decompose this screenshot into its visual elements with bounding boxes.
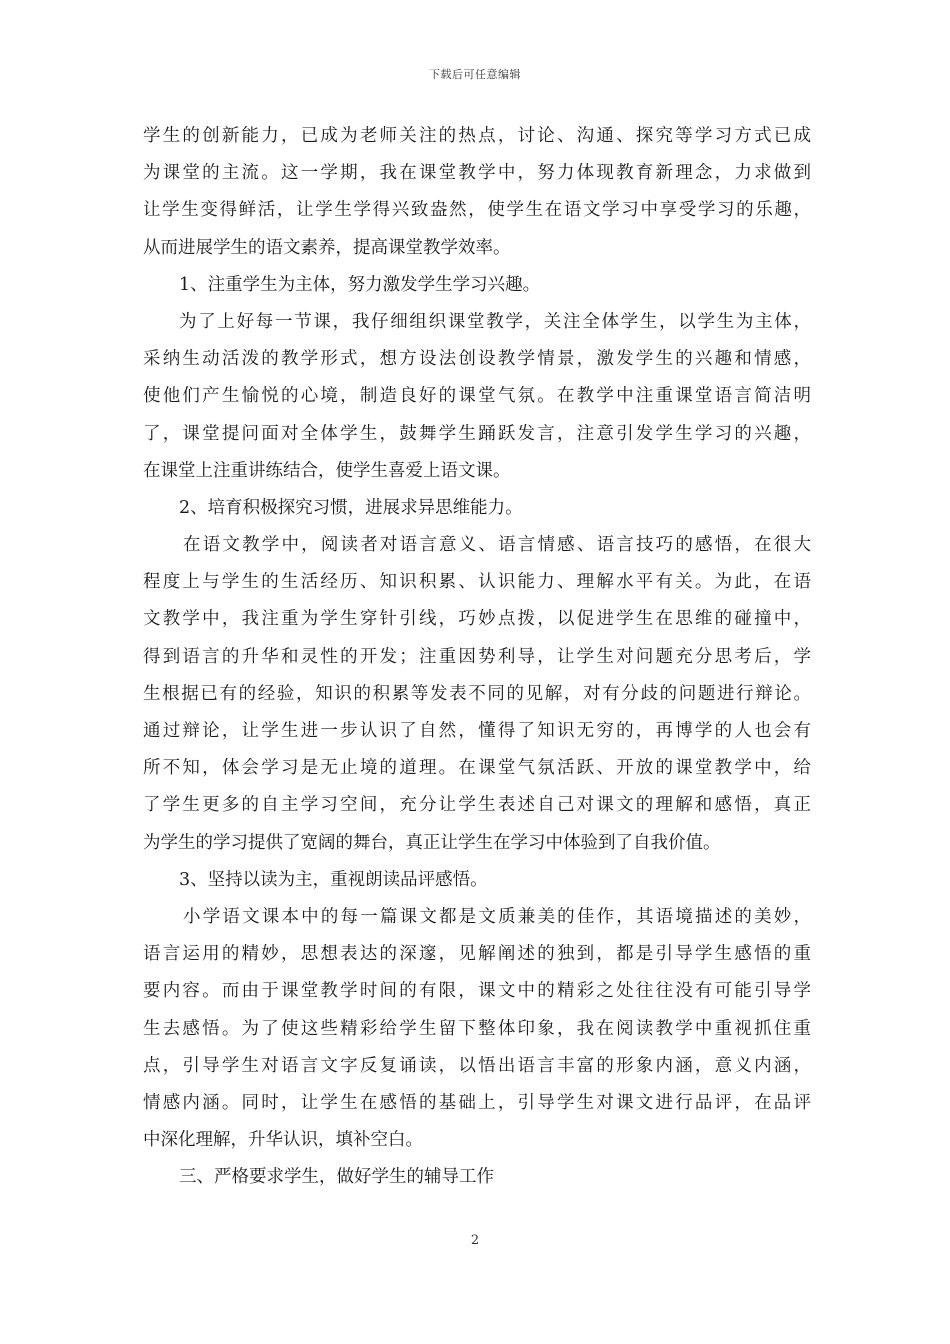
- text-line: 文教学中，我注重为学生穿针引线，巧妙点拨，以促进学生在思维的碰撞中，: [143, 609, 811, 630]
- page-number: 2: [470, 1233, 480, 1248]
- text-line: 学生的创新能力，已成为老师关注的热点，讨论、沟通、探究等学习方式已成: [143, 126, 811, 146]
- paragraph: [143, 304, 811, 490]
- text-line: 使他们产生愉悦的心境，制造良好的课堂气氛。在教学中注重课堂语言简洁明: [143, 386, 811, 407]
- text-line: 情感内涵。同时，让学生在感悟的基础上，引导学生对课文进行品评，在品评: [143, 1092, 811, 1113]
- text-line: 小学语文课本中的每一篇课文都是文质兼美的佳作，其语境描述的美妙，: [183, 906, 811, 927]
- text-line: 在课堂上注重讲练结合，使学生喜爱上语文课。: [143, 460, 511, 481]
- section-heading: [143, 862, 811, 899]
- text-line: 采纳生动活泼的教学形式，想方设法创设教学情景，激发学生的兴趣和情感，: [143, 349, 811, 370]
- paragraph: [143, 527, 811, 862]
- heading-line: 1、注重学生为主体，努力激发学生学习兴趣。: [179, 274, 541, 295]
- text-line: 从而进展学生的语文素养，提高课堂教学效率。: [143, 237, 511, 258]
- section-heading: [143, 1159, 811, 1196]
- paragraph: [143, 118, 811, 267]
- page-header: 下载后可任意编辑: [429, 68, 521, 81]
- text-line: 要内容。而由于课堂教学时间的有限，课文中的精彩之处往往没有可能引导学: [143, 981, 811, 1002]
- text-line: 生去感悟。为了使这些精彩给学生留下整体印象，我在阅读教学中重视抓住重: [143, 1018, 811, 1039]
- section-heading: [143, 267, 811, 304]
- text-line: 在语文教学中，阅读者对语言意义、语言情感、语言技巧的感悟，在很大: [183, 535, 811, 556]
- text-line: 所不知，体会学习是无止境的道理。在课堂气氛活跃、开放的课堂教学中，给: [143, 758, 811, 779]
- text-line: 通过辩论，让学生进一步认识了自然，懂得了知识无穷的，再博学的人也会有: [143, 721, 811, 741]
- text-line: 语言运用的精妙，思想表达的深邃，见解阐述的独到，都是引导学生感悟的重: [143, 944, 811, 965]
- text-line: 为了上好每一节课，我仔细组织课堂教学，关注全体学生，以学生为主体，: [179, 311, 811, 332]
- heading-line: 3、坚持以读为主，重视朗读品评感悟。: [179, 869, 488, 890]
- text-line: 中深化理解，升华认识，填补空白。: [143, 1130, 423, 1151]
- text-line: 了，课堂提问面对全体学生，鼓舞学生踊跃发言，注意引发学生学习的兴趣，: [143, 423, 811, 444]
- text-line: 了学生更多的自主学习空间，充分让学生表述自己对课文的理解和感悟，真正: [143, 795, 811, 816]
- heading-line: 三、严格要求学生，做好学生的辅导工作: [179, 1167, 494, 1188]
- text-line: 为课堂的主流。这一学期，我在课堂教学中，努力体现教育新理念，力求做到: [143, 163, 811, 184]
- text-line: 为学生的学习提供了宽阔的舞台，真正让学生在学习中体验到了自我价值。: [143, 832, 721, 853]
- text-line: 点，引导学生对语言文字反复诵读，以悟出语言丰富的形象内涵，意义内涵，: [143, 1055, 811, 1076]
- paragraph: [143, 899, 811, 1159]
- text-line: 生根据已有的经验，知识的积累等发表不同的见解，对有分歧的问题进行辩论。: [143, 683, 811, 704]
- text-line: 让学生变得鲜活，让学生学得兴致盎然，使学生在语文学习中享受学习的乐趣，: [143, 200, 811, 221]
- document-body: [143, 118, 811, 1196]
- text-line: 程度上与学生的生活经历、知识积累、认识能力、理解水平有关。为此，在语: [143, 572, 811, 593]
- heading-line: 2、培育积极探究习惯，进展求异思维能力。: [179, 497, 523, 518]
- text-line: 得到语言的升华和灵性的开发；注重因势利导，让学生对问题充分思考后，学: [143, 646, 811, 667]
- section-heading: [143, 490, 811, 527]
